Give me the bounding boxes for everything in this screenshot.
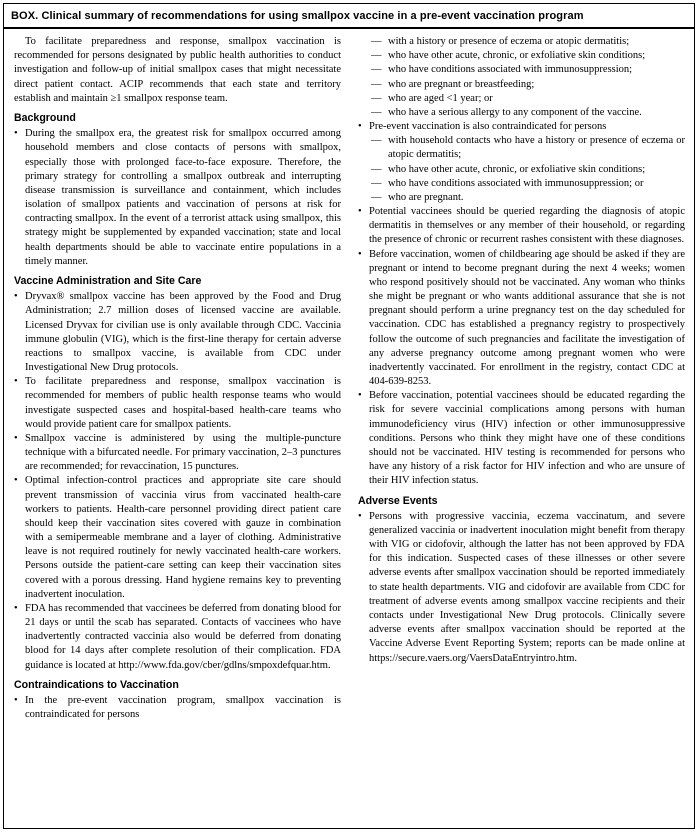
- dash-marker: —: [371, 163, 382, 175]
- bullet-marker: •: [14, 128, 18, 140]
- intro-paragraph: To facilitate preparedness and response, smallpox vaccination is recommended for persons designated by public health authorities to conduct investigation and follow-up of initial smallpox cases that might necessitate direct patient contact. ACIP recommends that each state and territory establish and maintain ≥1 smallpox response team.: [14, 36, 341, 104]
- bullet-item: [14, 432, 341, 475]
- item-text: who are pregnant.: [388, 191, 464, 203]
- dash-subitem: [358, 78, 685, 92]
- dash-subitem: [358, 92, 685, 106]
- column-right: [358, 35, 685, 722]
- item-text: FDA has recommended that vaccinees be deferred from donating blood for 21 days or until the scab has separated. Contacts of vaccinees who have inadvertently contracted vaccinia also would be deferred from donating blood for 14 days after complete resolution of their complication. FDA guidance is located at http://www.fda.gov/cber/gdlns/smpoxdefquar.htm.: [25, 602, 341, 671]
- item-text: Before vaccination, potential vaccinees should be educated regarding the risk for severe vaccinial complications among persons with human immunodeficiency virus (HIV) infection or other immunosuppressive conditions. Persons who think they might have one of these conditions should not be vaccinated. HIV testing is recommended for persons who have any history of a risk factor for HIV infection and who are unsure of their HIV infection status.: [369, 390, 685, 487]
- dash-marker: —: [371, 64, 382, 76]
- item-text: Pre-event vaccination is also contraindicated for persons: [369, 121, 607, 133]
- section-heading: Contraindications to Vaccination: [14, 678, 179, 691]
- column-left: [14, 35, 341, 722]
- bullet-marker: •: [358, 390, 362, 402]
- item-text: who have conditions associated with immunosuppression; or: [388, 177, 644, 189]
- dash-marker: —: [371, 50, 382, 62]
- dash-subitem: [358, 134, 685, 162]
- section-heading: Background: [14, 111, 76, 124]
- dash-subitem: [358, 191, 685, 205]
- dash-marker: —: [371, 92, 382, 104]
- dash-marker: —: [371, 135, 382, 147]
- bullet-item: [358, 389, 685, 488]
- bullet-marker: •: [358, 510, 362, 522]
- bullet-marker: •: [14, 432, 18, 444]
- bullet-item: [358, 205, 685, 248]
- item-text: Optimal infection-control practices and appropriate site care should prevent transmission of vaccinia virus from vaccinated health-care workers to patients. Health-care personnel providing direct patient care should keep their vaccination sites covered with gauze in combination with a semipermeable membrane and a layer of clothing. Administrative leave is not required routinely for newly vaccinated health-care workers. Persons outside the patient-care setting can keep their vaccination sites covered with a porous dressing. Hand hygiene remains key to preventing inadvertent inoculation.: [25, 475, 341, 600]
- item-text: Persons with progressive vaccinia, eczema vaccinatum, and severe generalized vaccinia or inadvertent inoculation might benefit from therapy with VIG or cidofovir, although the latter has not been approved by FDA for this indication. Suspected cases of these illnesses or other severe adverse events after smallpox vaccination should be reported immediately to state health departments. VIG and cidofovir are available from CDC for treatment of adverse events among smallpox vaccine recipients and their contacts under Investigational New Drug protocols. Clinically severe adverse events after smallpox vaccination should be reported at the Vaccine Adverse Event Reporting System; reports can be made online at https://secure.vaers.org/VaersDataEntryintro.htm.: [369, 510, 685, 664]
- box-title: BOX. Clinical summary of recommendations for using smallpox vaccine in a pre-event vaccination program: [4, 4, 694, 29]
- box-body: [4, 29, 694, 730]
- item-text: with household contacts who have a history or presence of eczema or atopic dermatitis;: [388, 135, 685, 161]
- bullet-item: [14, 474, 341, 602]
- bullet-item: [14, 375, 341, 432]
- bullet-item: [14, 127, 341, 269]
- dash-marker: —: [371, 191, 382, 203]
- item-text: who have other acute, chronic, or exfoliative skin conditions;: [388, 50, 646, 62]
- item-text: Dryvax® smallpox vaccine has been approved by the Food and Drug Administration; 2.7 million doses of licensed vaccine are available. Licensed Dryvax for civilian use is only available through CDC. Vaccinia immune globulin (VIG), which is the first-line therapy for certain adverse reactions to smallpox vaccine, is available from CDC under Investigational New Drug protocols.: [25, 291, 341, 374]
- bullet-item: [14, 290, 341, 375]
- bullet-marker: •: [358, 248, 362, 260]
- dash-marker: —: [371, 177, 382, 189]
- item-text: who are pregnant or breastfeeding;: [388, 78, 535, 90]
- dash-subitem: [358, 63, 685, 77]
- section-heading: Adverse Events: [358, 494, 438, 507]
- bullet-marker: •: [14, 376, 18, 388]
- item-text: Smallpox vaccine is administered by using the multiple-puncture technique with a bifurcated needle. For primary vaccination, 2–3 punctures are recommended; for revaccination, 15 punctures.: [25, 432, 341, 473]
- item-text: with a history or presence of eczema or atopic dermatitis;: [388, 36, 630, 47]
- item-text: In the pre-event vaccination program, smallpox vaccination is contraindicated for persons: [25, 695, 341, 721]
- clinical-summary-box: [3, 3, 695, 829]
- dash-subitem: [358, 49, 685, 63]
- dash-marker: —: [371, 78, 382, 90]
- dash-subitem: [358, 106, 685, 120]
- dash-marker: —: [371, 36, 382, 47]
- bullet-marker: •: [14, 602, 18, 614]
- item-text: who have a serious allergy to any component of the vaccine.: [388, 106, 642, 118]
- item-text: During the smallpox era, the greatest risk for smallpox occurred among household members and close contacts of persons with smallpox, especially those with prolonged face-to-face exposure. Therefore, the primary strategy for controlling a smallpox outbreak and interrupting disease transmission is surveillance and containment, which includes isolation of smallpox patients and vaccination of persons at risk for contracting smallpox. In the event of a terrorist attack using smallpox, this strategy might be supplemented by expanded vaccination; state and local health departments should be able to vaccinate entire populations in a timely manner.: [25, 128, 341, 267]
- dash-marker: —: [371, 106, 382, 118]
- dash-subitem: [358, 35, 685, 49]
- bullet-marker: •: [14, 475, 18, 487]
- bullet-marker: •: [358, 206, 362, 218]
- dash-subitem: [358, 163, 685, 177]
- bullet-item: [358, 120, 685, 134]
- bullet-marker: •: [14, 695, 18, 707]
- item-text: To facilitate preparedness and response, smallpox vaccination is recommended for members of public health response teams who would investigate suspected cases and hospital-based health-care teams who would provide patient care for smallpox patients.: [25, 376, 341, 430]
- item-text: who have other acute, chronic, or exfoliative skin conditions;: [388, 163, 646, 175]
- item-text: Potential vaccinees should be queried regarding the diagnosis of atopic dermatitis in themselves or any member of their household, or regarding the presence of chronic or recurrent rashes consistent with these diagnoses.: [369, 206, 685, 246]
- item-text: Before vaccination, women of childbearing age should be asked if they are pregnant or intend to become pregnant during the next 4 weeks; women who respond positively should not be vaccinated. Any woman who thinks she might be pregnant or who wants additional assurance that she is not pregnant should perform a urine pregnancy test on the day scheduled for vaccination. CDC has established a pregnancy registry to prospectively follow the outcome of such pregnancies and facilitate the investigation of any adverse pregnancy outcome among pregnant women who were inadvertently vaccinated. For enrollment in the registry, contact CDC at 404-639-8253.: [369, 248, 685, 388]
- bullet-item: [358, 510, 685, 666]
- bullet-marker: •: [358, 121, 362, 133]
- bullet-item: [14, 694, 341, 722]
- section-heading: Vaccine Administration and Site Care: [14, 274, 202, 287]
- bullet-marker: •: [14, 291, 18, 303]
- item-text: who are aged <1 year; or: [388, 92, 493, 104]
- bullet-item: [14, 602, 341, 673]
- item-text: who have conditions associated with immunosuppression;: [388, 64, 633, 76]
- dash-subitem: [358, 177, 685, 191]
- bullet-item: [358, 248, 685, 390]
